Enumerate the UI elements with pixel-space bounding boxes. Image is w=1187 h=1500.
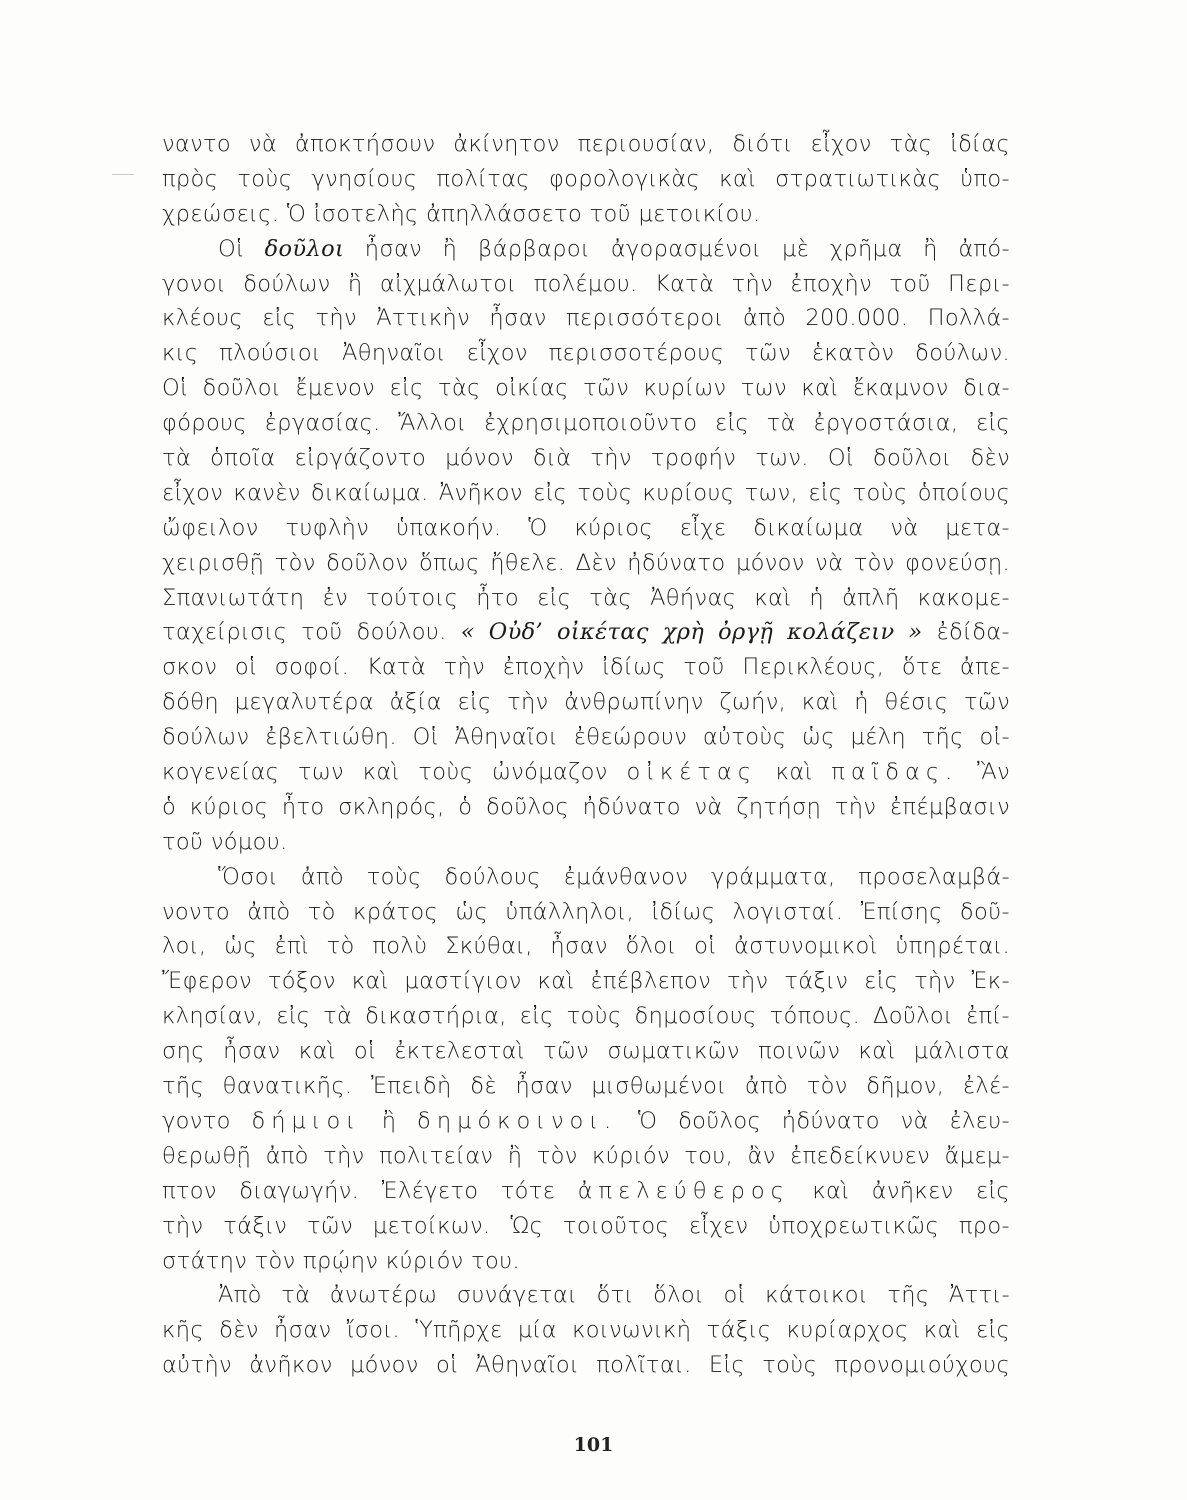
- text-line: Οἱ δοῦλοι ἔμενον εἰς τὰς οἰκίας τῶν κυρίων των καὶ ἔκαμνον δια-: [162, 375, 1010, 402]
- text-line: Ἔφερον τόξον καὶ μαστίγιον καὶ ἐπέβλεπον τὴν τάξιν εἰς τὴν Ἐκ-: [162, 968, 1010, 995]
- text-line: [162, 755, 1010, 790]
- text-line: [162, 1174, 1010, 1209]
- text-line: θερωθῇ ἀπὸ τὴν πολιτείαν ἢ τὸν κύριόν του, ἂν ἐπεδείκνυεν ἄμεμ-: [162, 1142, 1010, 1169]
- margin-mark: [112, 174, 134, 175]
- text-line: ναντο νὰ ἀποκτήσουν ἀκίνητον περιουσίαν, διότι εἶχον τὰς ἰδίας: [162, 131, 1010, 157]
- spaced-term: δήμιοι: [251, 1107, 361, 1134]
- text-line: λοι, ὡς ἐπὶ τὸ πολὺ Σκύθαι, ἦσαν ὅλοι οἱ ἀστυνομικοὶ ὑπηρέται.: [162, 933, 1010, 960]
- text-line: κῆς δὲν ἦσαν ἴσοι. Ὑπῆρχε μία κοινωνικὴ τάξις κυρίαρχος καὶ εἰς: [162, 1317, 1010, 1344]
- text-line: αὐτὴν ἀνῆκον μόνον οἱ Ἀθηναῖοι πολῖται. Εἰς τοὺς προνομιούχους: [162, 1352, 1010, 1379]
- italic-term: δοῦλοι: [264, 235, 345, 262]
- text-fragment: καὶ: [775, 759, 813, 786]
- text-fragment: ταχείρισις τοῦ δούλου.: [162, 619, 447, 646]
- text-fragment: ἦσαν ἢ βάρβαροι ἀγορασμένοι μὲ χρῆμα ἢ ἀπό-: [364, 235, 1010, 262]
- quotation: « Οὐδ’ οἰκέτας χρὴ ὀργῇ κολάζειν »: [460, 619, 923, 646]
- text-line: Ἀπὸ τὰ ἀνωτέρω συνάγεται ὅτι ὅλοι οἱ κάτοικοι τῆς Ἀττι-: [218, 1282, 1010, 1309]
- text-fragment: ἢ: [381, 1107, 397, 1134]
- text-line: στάτην τὸν πρῴην κύριόν του.: [162, 1247, 520, 1274]
- text-line: πρὸς τοὺς γνησίους πολίτας φορολογικὰς καὶ στρατιωτικὰς ὑπο-: [162, 165, 1010, 192]
- text-line: Ὅσοι ἀπὸ τοὺς δούλους ἐμάνθανον γράμματα, προσελαμβά-: [218, 863, 1010, 890]
- text-line: Σπανιωτάτη ἐν τούτοις ἦτο εἰς τὰς Ἀθήνας καὶ ἡ ἀπλῆ κακομε-: [162, 584, 1010, 611]
- spaced-term: δημόκοινοι.: [417, 1107, 618, 1134]
- text-line: δόθη μεγαλυτέρα ἀξία εἰς τὴν ἀνθρωπίνην ζωήν, καὶ ἡ θέσις τῶν: [162, 689, 1010, 716]
- text-fragment: Οἱ: [218, 235, 245, 262]
- text-fragment: καὶ ἀνῆκεν εἰς: [812, 1177, 1010, 1204]
- text-fragment: κογενείας των καὶ τοὺς ὠνόμαζον: [162, 759, 608, 786]
- text-line: [162, 1104, 1010, 1139]
- text-line: σης ἦσαν καὶ οἱ ἐκτελεσταὶ τῶν σωματικῶν ποινῶν καὶ μάλιστα: [162, 1038, 1010, 1065]
- text-fragment: Ὁ δοῦλος ἠδύνατο νὰ ἐλευ-: [637, 1107, 1010, 1134]
- text-line: κλησίαν, εἰς τὰ δικαστήρια, εἰς τοὺς δημοσίους τόπους. Δοῦλοι ἐπί-: [162, 1003, 1010, 1030]
- text-line: τῆς θανατικῆς. Ἐπειδὴ δὲ ἦσαν μισθωμένοι ἀπὸ τὸν δῆμον, ἐλέ-: [162, 1073, 1010, 1100]
- text-fragment: γοντο: [162, 1107, 231, 1134]
- text-fragment: Ἂν: [976, 759, 1010, 786]
- text-line: γονοι δούλων ἢ αἰχμάλωτοι πολέμου. Κατὰ τὴν ἐποχὴν τοῦ Περι-: [162, 270, 1010, 297]
- text-line: χρεώσεις. Ὁ ἰσοτελὴς ἀπηλλάσσετο τοῦ μετοικίου.: [162, 200, 761, 227]
- text-line: ὁ κύριος ἦτο σκληρός, ὁ δοῦλος ἠδύνατο νὰ ζητήσῃ τὴν ἐπέμβασιν: [162, 793, 1010, 820]
- text-fragment: ἐδίδα-: [936, 619, 1010, 646]
- body-text: [162, 127, 1010, 1383]
- page-number: 101: [573, 1434, 614, 1456]
- spaced-term: παῖδας.: [831, 759, 959, 786]
- text-fragment: πτον διαγωγήν. Ἐλέγετο τότε: [162, 1177, 556, 1204]
- spaced-term: ἀπελεύθερος: [577, 1177, 790, 1204]
- text-line: ὤφειλον τυφλὴν ὑπακοήν. Ὁ κύριος εἶχε δικαίωμα νὰ μετα-: [162, 514, 1010, 541]
- text-line: δούλων ἐβελτιώθη. Οἱ Ἀθηναῖοι ἐθεώρουν αὐτοὺς ὡς μέλη τῆς οἰ-: [162, 724, 1010, 751]
- text-line: σκον οἱ σοφοί. Κατὰ τὴν ἐποχὴν ἰδίως τοῦ Περικλέους, ὅτε ἀπε-: [162, 654, 1010, 681]
- text-line: [162, 615, 1010, 650]
- spaced-term: οἰκέτας: [626, 759, 757, 786]
- text-line: κλέους εἰς τὴν Ἀττικὴν ἦσαν περισσότεροι ἀπὸ 200.000. Πολλά-: [162, 305, 1010, 332]
- text-line: κις πλούσιοι Ἀθηναῖοι εἶχον περισσοτέρους τῶν ἑκατὸν δούλων.: [162, 340, 1010, 367]
- text-line: χειρισθῇ τὸν δοῦλον ὅπως ἤθελε. Δὲν ἠδύνατο μόνον νὰ τὸν φονεύσῃ.: [162, 549, 1010, 576]
- text-line: νοντο ἀπὸ τὸ κράτος ὡς ὑπάλληλοι, ἰδίως λογισταί. Ἐπίσης δοῦ-: [162, 898, 1010, 925]
- text-line: φόρους ἐργασίας. Ἄλλοι ἐχρησιμοποιοῦντο εἰς τὰ ἐργοστάσια, εἰς: [162, 410, 1010, 437]
- text-line: εἶχον κανὲν δικαίωμα. Ἀνῆκον εἰς τοὺς κυρίους των, εἰς τοὺς ὁποίους: [162, 479, 1010, 506]
- text-line: τὰ ὁποῖα εἰργάζοντο μόνον διὰ τὴν τροφήν των. Οἱ δοῦλοι δὲν: [162, 445, 1010, 472]
- text-line: [162, 232, 1010, 267]
- text-line: τὴν τάξιν τῶν μετοίκων. Ὡς τοιοῦτος εἶχεν ὑποχρεωτικῶς προ-: [162, 1212, 1010, 1239]
- text-line: τοῦ νόμου.: [162, 828, 288, 855]
